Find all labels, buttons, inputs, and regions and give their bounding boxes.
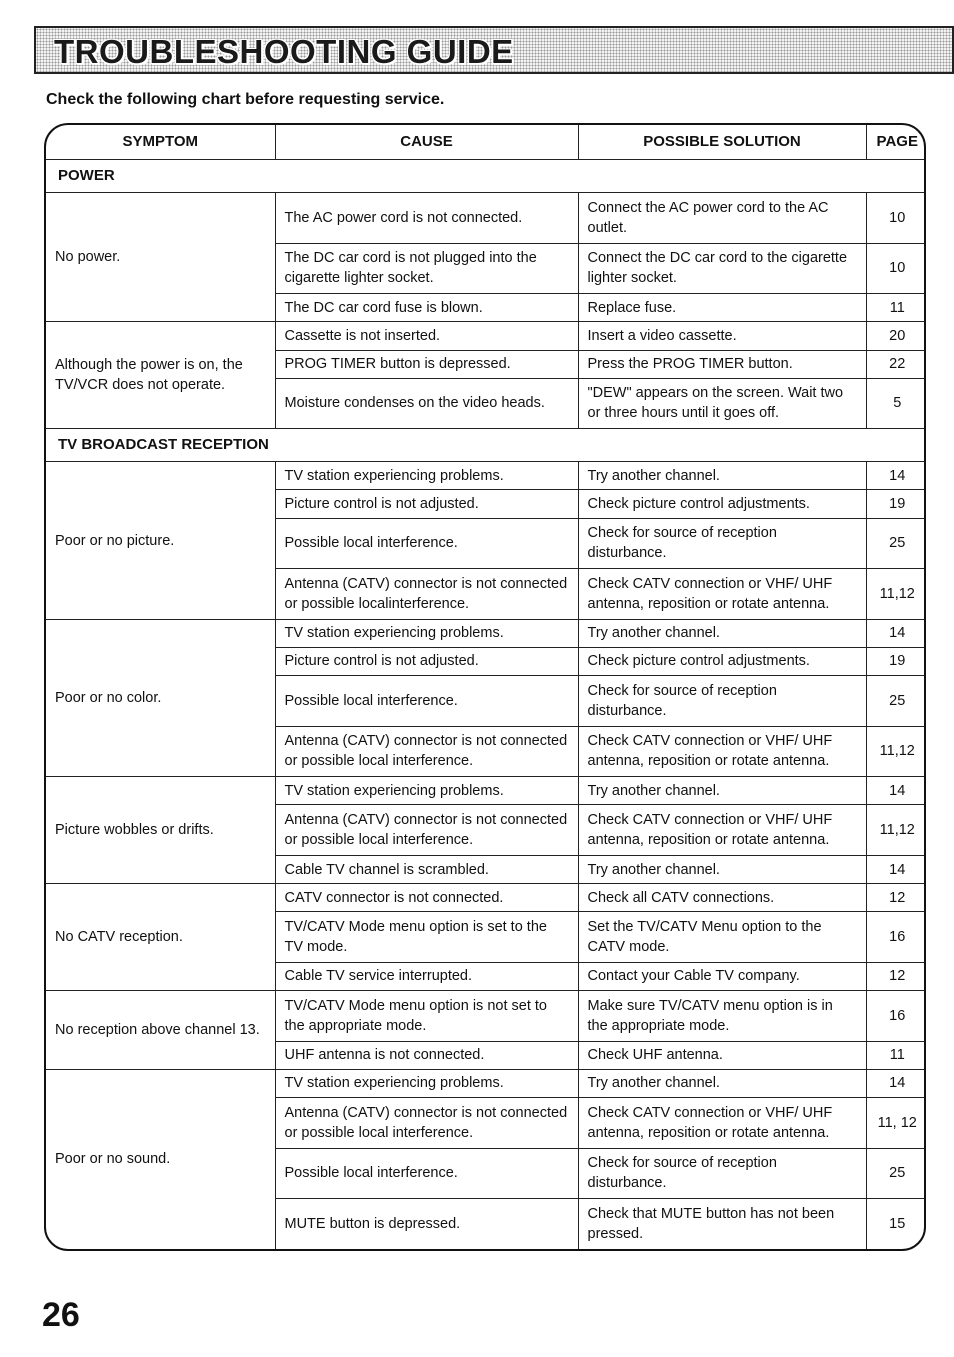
page-cell: 14: [866, 619, 926, 647]
solution-cell: Try another channel.: [578, 1069, 866, 1097]
page-cell: 11: [866, 294, 926, 322]
cause-cell: TV station experiencing problems.: [275, 462, 578, 490]
page-cell: 14: [866, 777, 926, 805]
cause-cell: Antenna (CATV) connector is not connected or possible local interference.: [275, 1097, 578, 1148]
page-cell: 25: [866, 518, 926, 569]
cause-cell: Possible local interference.: [275, 1148, 578, 1199]
cause-cell: Picture control is not adjusted.: [275, 647, 578, 675]
solution-cell: Check CATV connection or VHF/ UHF antenna, reposition or rotate antenna.: [578, 1097, 866, 1148]
cause-cell: Antenna (CATV) connector is not connected or possible local interference.: [275, 726, 578, 777]
symptom-cell: No CATV reception.: [46, 884, 275, 991]
solution-cell: Check UHF antenna.: [578, 1041, 866, 1069]
solution-cell: Try another channel.: [578, 619, 866, 647]
page-cell: 10: [866, 193, 926, 244]
solution-cell: Try another channel.: [578, 777, 866, 805]
troubleshooting-table: [46, 125, 926, 1249]
cause-cell: Cable TV channel is scrambled.: [275, 856, 578, 884]
solution-cell: Connect the AC power cord to the AC outlet.: [578, 193, 866, 244]
solution-cell: Check for source of reception disturbance.: [578, 676, 866, 727]
section-row: [46, 160, 926, 193]
solution-cell: Check CATV connection or VHF/ UHF antenna, reposition or rotate antenna.: [578, 726, 866, 777]
subtitle: Check the following chart before requesting service.: [46, 91, 445, 108]
table-row: [46, 777, 926, 805]
page-cell: 14: [866, 856, 926, 884]
table-row: [46, 619, 926, 647]
page-cell: 11,12: [866, 805, 926, 856]
cause-cell: Cable TV service interrupted.: [275, 962, 578, 990]
solution-cell: Check that MUTE button has not been pressed.: [578, 1199, 866, 1249]
page-cell: 19: [866, 647, 926, 675]
solution-cell: Insert a video cassette.: [578, 322, 866, 350]
symptom-cell: Poor or no color.: [46, 619, 275, 777]
cause-cell: Possible local interference.: [275, 518, 578, 569]
solution-cell: Check CATV connection or VHF/ UHF antenna, reposition or rotate antenna.: [578, 805, 866, 856]
page-cell: 25: [866, 1148, 926, 1199]
page-number: 26: [42, 1296, 80, 1334]
cause-cell: TV/CATV Mode menu option is not set to the appropriate mode.: [275, 991, 578, 1042]
page-cell: 11, 12: [866, 1097, 926, 1148]
page-cell: 10: [866, 243, 926, 294]
table-header-row: [46, 125, 926, 160]
page-cell: 11,12: [866, 726, 926, 777]
page-cell: 14: [866, 1069, 926, 1097]
table-row: [46, 193, 926, 244]
page-cell: 12: [866, 962, 926, 990]
cause-cell: Antenna (CATV) connector is not connected or possible localinterference.: [275, 569, 578, 620]
solution-cell: Check CATV connection or VHF/ UHF antenna, reposition or rotate antenna.: [578, 569, 866, 620]
solution-cell: Replace fuse.: [578, 294, 866, 322]
page-cell: 11: [866, 1041, 926, 1069]
page-cell: 19: [866, 490, 926, 518]
page-cell: 15: [866, 1199, 926, 1249]
section-row: [46, 429, 926, 462]
page-cell: 25: [866, 676, 926, 727]
header-page: PAGE: [866, 125, 926, 160]
cause-cell: Cassette is not inserted.: [275, 322, 578, 350]
page-cell: 12: [866, 884, 926, 912]
cause-cell: Antenna (CATV) connector is not connected or possible local interference.: [275, 805, 578, 856]
table-row: [46, 462, 926, 490]
symptom-cell: Although the power is on, the TV/VCR does not operate.: [46, 322, 275, 429]
solution-cell: Contact your Cable TV company.: [578, 962, 866, 990]
page-cell: 16: [866, 912, 926, 963]
symptom-cell: No power.: [46, 193, 275, 322]
header-symptom: SYMPTOM: [46, 125, 275, 160]
page-cell: 11,12: [866, 569, 926, 620]
symptom-cell: Picture wobbles or drifts.: [46, 777, 275, 884]
symptom-cell: No reception above channel 13.: [46, 991, 275, 1070]
cause-cell: Picture control is not adjusted.: [275, 490, 578, 518]
symptom-cell: Poor or no picture.: [46, 462, 275, 620]
table-body: [46, 160, 926, 1250]
table-row: [46, 1069, 926, 1097]
solution-cell: Check for source of reception disturbance.: [578, 518, 866, 569]
header-solution: POSSIBLE SOLUTION: [578, 125, 866, 160]
cause-cell: The DC car cord fuse is blown.: [275, 294, 578, 322]
troubleshooting-table-frame: [44, 123, 926, 1251]
cause-cell: Moisture condenses on the video heads.: [275, 378, 578, 429]
cause-cell: The AC power cord is not connected.: [275, 193, 578, 244]
page-cell: 20: [866, 322, 926, 350]
cause-cell: The DC car cord is not plugged into the cigarette lighter socket.: [275, 243, 578, 294]
page-cell: 22: [866, 350, 926, 378]
table-row: [46, 322, 926, 350]
page-cell: 14: [866, 462, 926, 490]
cause-cell: Possible local interference.: [275, 676, 578, 727]
solution-cell: Connect the DC car cord to the cigarette lighter socket.: [578, 243, 866, 294]
cause-cell: TV station experiencing problems.: [275, 619, 578, 647]
page-title: TROUBLESHOOTING GUIDE: [54, 33, 514, 70]
solution-cell: Try another channel.: [578, 856, 866, 884]
table-row: [46, 991, 926, 1042]
page-cell: 16: [866, 991, 926, 1042]
solution-cell: Press the PROG TIMER button.: [578, 350, 866, 378]
solution-cell: "DEW" appears on the screen. Wait two or three hours until it goes off.: [578, 378, 866, 429]
cause-cell: TV station experiencing problems.: [275, 777, 578, 805]
solution-cell: Check picture control adjustments.: [578, 490, 866, 518]
solution-cell: Make sure TV/CATV menu option is in the appropriate mode.: [578, 991, 866, 1042]
title-banner: [34, 26, 954, 74]
section-title: POWER: [46, 160, 926, 193]
table-row: [46, 884, 926, 912]
cause-cell: MUTE button is depressed.: [275, 1199, 578, 1249]
symptom-cell: Poor or no sound.: [46, 1069, 275, 1249]
solution-cell: Set the TV/CATV Menu option to the CATV mode.: [578, 912, 866, 963]
cause-cell: CATV connector is not connected.: [275, 884, 578, 912]
cause-cell: PROG TIMER button is depressed.: [275, 350, 578, 378]
page-cell: 5: [866, 378, 926, 429]
cause-cell: UHF antenna is not connected.: [275, 1041, 578, 1069]
cause-cell: TV/CATV Mode menu option is set to the TV mode.: [275, 912, 578, 963]
solution-cell: Check for source of reception disturbance.: [578, 1148, 866, 1199]
solution-cell: Check all CATV connections.: [578, 884, 866, 912]
solution-cell: Try another channel.: [578, 462, 866, 490]
section-title: TV BROADCAST RECEPTION: [46, 429, 926, 462]
cause-cell: TV station experiencing problems.: [275, 1069, 578, 1097]
solution-cell: Check picture control adjustments.: [578, 647, 866, 675]
header-cause: CAUSE: [275, 125, 578, 160]
